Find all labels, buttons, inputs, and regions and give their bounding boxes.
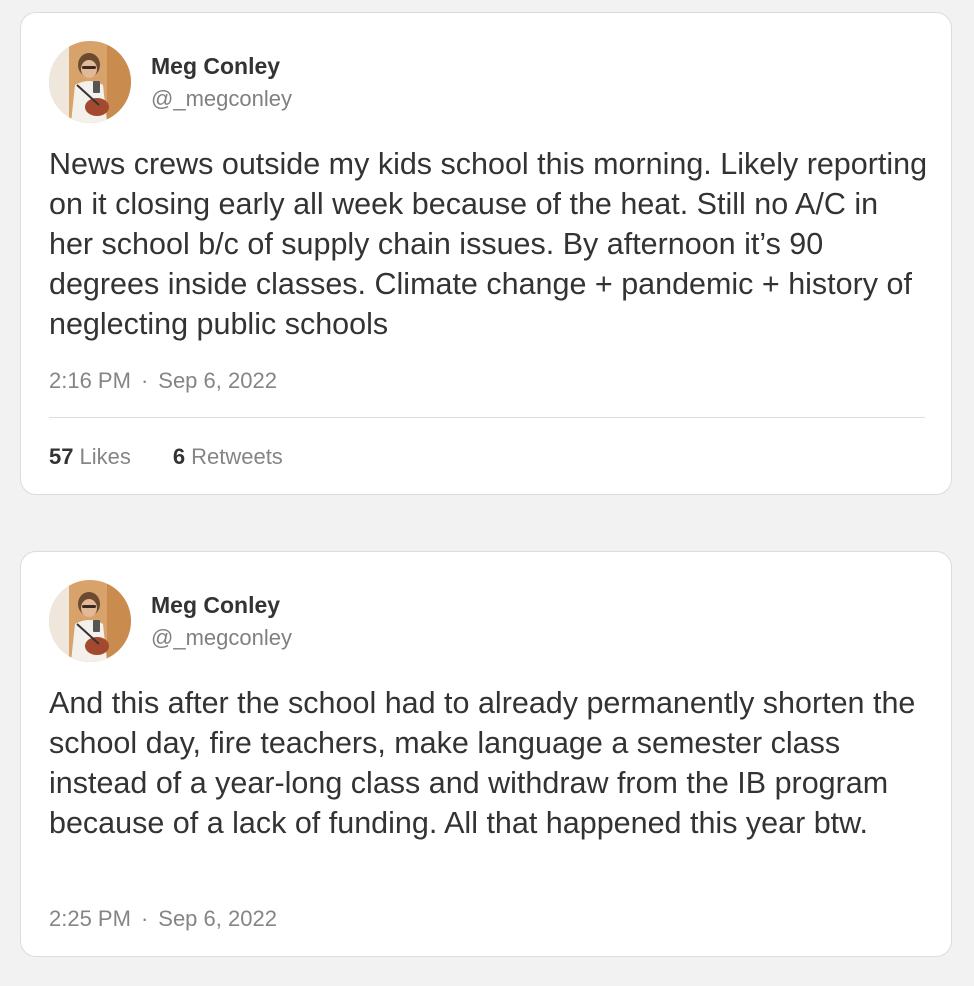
avatar[interactable] (49, 580, 131, 662)
author-display-name[interactable]: Meg Conley (151, 52, 281, 79)
tweet-date: Sep 6, 2022 (158, 906, 277, 931)
tweet-text: And this after the school had to already permanently shorten the school day, fire teachers, make language a semester class instead of a year-long class and withdraw from the IB program because of a lack of funding. All that happened this year btw. (49, 686, 916, 840)
retweets-count: 6 (172, 444, 186, 469)
avatar-photo-icon (49, 41, 131, 123)
tweet-card[interactable] (20, 551, 952, 957)
avatar-photo-icon (49, 580, 131, 662)
tweet-author[interactable] (49, 41, 292, 123)
tweet-time: 2:16 PM (49, 368, 131, 393)
tweet-stats (49, 442, 283, 472)
tweet-date: Sep 6, 2022 (158, 368, 277, 393)
retweets-stat[interactable] (173, 442, 283, 472)
author-display-name[interactable]: Meg Conley (151, 591, 281, 618)
author-handle[interactable]: @_megconley (151, 85, 292, 111)
likes-count: 57 (49, 444, 74, 469)
retweets-label: Retweets (191, 444, 283, 469)
likes-stat[interactable] (49, 442, 131, 472)
author-handle[interactable]: @_megconley (151, 624, 292, 650)
tweet-card[interactable] (20, 12, 952, 495)
divider (49, 417, 925, 418)
timestamp-separator: · (140, 906, 149, 931)
tweet-timestamp[interactable] (49, 904, 277, 934)
tweet-time: 2:25 PM (49, 906, 131, 931)
avatar[interactable] (49, 41, 131, 123)
likes-label: Likes (79, 444, 131, 469)
tweet-author[interactable] (49, 580, 292, 662)
tweet-timestamp[interactable] (49, 366, 277, 396)
timestamp-separator: · (140, 368, 149, 393)
tweet-text: News crews outside my kids school this morning. Likely reporting on it closing early all week because of the heat. Still no A/C in her school b/c of supply chain issues. By afternoon it’s 90 degrees inside classes. Climate change + pandemic + history of neglecting public schools (49, 147, 928, 341)
